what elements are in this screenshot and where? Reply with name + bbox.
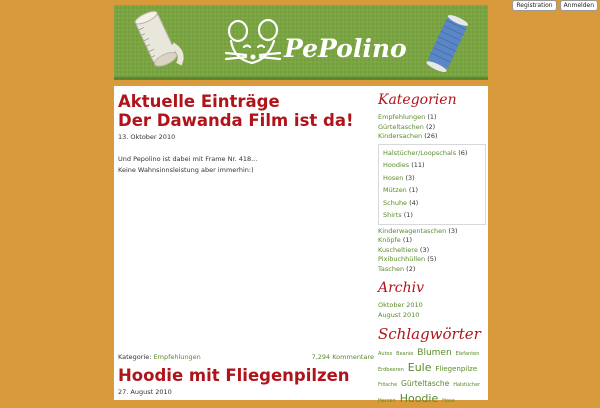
category-count: (5) [427, 255, 437, 263]
tag-link[interactable]: Hoodie [399, 392, 439, 405]
categories-heading: Kategorien [378, 92, 457, 108]
post-meta [118, 353, 374, 361]
category-count: (3) [448, 226, 458, 235]
category-count: (3) [419, 245, 430, 254]
tag-cloud [378, 347, 486, 408]
category-link[interactable]: Taschen [378, 264, 405, 273]
section-title: Aktuelle Einträge [118, 92, 280, 111]
category-item [378, 123, 486, 133]
category-count: (26) [424, 132, 438, 140]
subcategory-item [383, 184, 481, 197]
logo-text: PePolino [284, 34, 407, 63]
category-link[interactable]: Gürteltaschen [378, 122, 424, 131]
tag-link[interactable]: Elefanten [455, 351, 480, 357]
subcategory-item [383, 197, 481, 210]
category-link[interactable]: Knöpfe [378, 236, 401, 244]
comments-link[interactable]: 7,294 Kommentare [311, 353, 374, 361]
category-link[interactable]: Kinderwagentaschen [378, 226, 447, 235]
category-count: (2) [406, 264, 416, 273]
tag-link[interactable]: Halstücher [453, 382, 481, 388]
category-item [378, 265, 486, 275]
tag-link[interactable]: Frösche [378, 382, 398, 388]
category-link[interactable]: Kuscheltiere [378, 245, 418, 254]
archive-item [378, 311, 486, 321]
measuring-tape-icon [132, 11, 184, 75]
tags-heading: Schlagwörter [378, 325, 481, 343]
subcategory-item [383, 159, 481, 172]
sidebar [378, 92, 486, 408]
archive-link[interactable]: Oktober 2010 [378, 301, 423, 309]
category-link[interactable]: Empfehlungen [378, 113, 426, 121]
post-body-line: Keine Wahnsinnsleistung aber immerhin:) [118, 166, 254, 174]
category-list [378, 113, 486, 142]
thread-spool-icon [422, 13, 472, 75]
tag-link[interactable]: Autos [378, 351, 393, 357]
category-list-2 [378, 227, 486, 275]
post-title-link[interactable]: Der Dawanda Film ist da! [118, 111, 354, 130]
subcategory-count: (6) [458, 148, 468, 157]
archive-heading: Archiv [378, 280, 425, 296]
category-count: (1) [402, 236, 413, 244]
category-count: (2) [426, 122, 436, 131]
top-buttons [512, 0, 598, 11]
category-item [378, 227, 486, 237]
registration-button[interactable]: Registration [512, 0, 556, 11]
category-item [378, 236, 486, 246]
post-body-line: Und Pepolino ist dabei mit Frame Nr. 418... [118, 155, 258, 163]
subcategory-link[interactable]: Hosen [383, 173, 404, 182]
subcategory-count: (4) [409, 198, 419, 207]
login-button[interactable]: Anmelden [560, 0, 598, 11]
tag-link[interactable]: Fliegenpilze [435, 365, 478, 373]
post-title-link[interactable]: Hoodie mit Fliegenpilzen [118, 366, 350, 385]
post-date: 13. Oktober 2010 [118, 133, 176, 141]
tag-link[interactable]: Beanie [396, 351, 414, 357]
category-link[interactable]: Pixibuchhüllen [378, 255, 426, 263]
subcategory-count: (3) [405, 173, 415, 182]
archive-link[interactable]: August 2010 [378, 310, 420, 319]
category-item [378, 113, 486, 123]
subcategory-link[interactable]: Shirts [383, 211, 402, 219]
subcategory-count: (1) [403, 211, 413, 219]
category-item [378, 255, 486, 265]
category-label: Kategorie: [118, 353, 152, 361]
archive-item [378, 301, 486, 311]
subcategory-link[interactable]: Halstücher/Loopschals [383, 148, 457, 157]
post-body [118, 154, 372, 176]
subcategory-list [378, 144, 486, 225]
tag-link[interactable]: Erdbeeren [378, 367, 404, 373]
tag-link[interactable]: Blumen [417, 348, 452, 358]
subcategory-item [383, 147, 481, 160]
archive-list [378, 301, 486, 320]
category-item [378, 246, 486, 256]
category-link[interactable]: Kindersachen [378, 132, 423, 140]
tag-link[interactable]: Hose [442, 398, 455, 404]
main-column [118, 92, 372, 176]
tag-link[interactable]: Gürteltasche [401, 379, 450, 388]
post-2 [118, 366, 372, 396]
content-area [114, 86, 488, 405]
subcategory-count: (1) [408, 186, 419, 194]
post-date: 27. August 2010 [118, 388, 172, 396]
subcategory-item [383, 172, 481, 185]
pepolino-logo[interactable] [224, 17, 407, 72]
subcategory-link[interactable]: Mützen [383, 186, 407, 194]
subcategory-item [383, 209, 481, 222]
category-link[interactable]: Empfehlungen [153, 353, 201, 361]
header-banner [114, 5, 488, 80]
category-item [378, 132, 486, 142]
category-count: (1) [427, 113, 437, 121]
subcategory-link[interactable]: Hoodies [383, 161, 410, 169]
subcategory-count: (11) [411, 161, 425, 169]
subcategory-link[interactable]: Schuhe [383, 198, 408, 207]
tag-link[interactable]: Herzen [378, 398, 396, 404]
tag-link[interactable]: Eule [407, 361, 432, 374]
